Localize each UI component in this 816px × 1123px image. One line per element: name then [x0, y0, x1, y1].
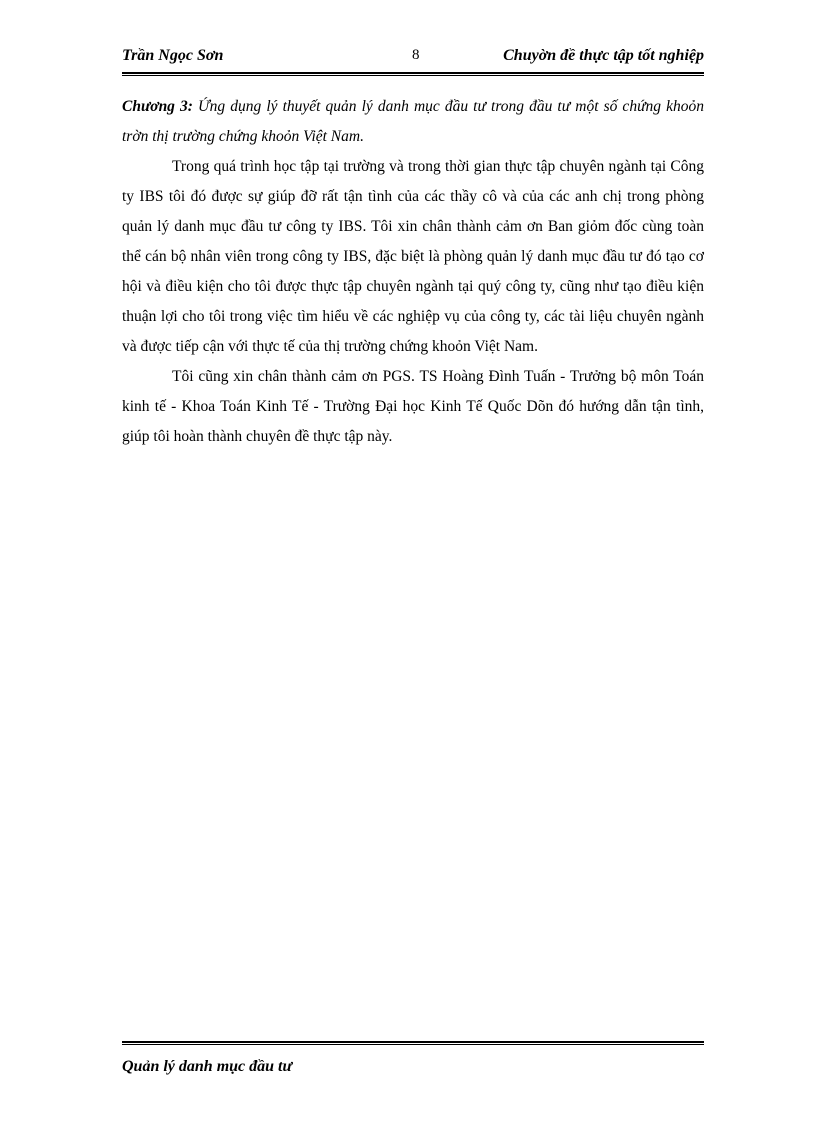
chapter-label: Chương 3: — [122, 98, 193, 115]
document-body — [122, 92, 704, 452]
header-title: Chuyờn đề thực tập tốt nghiệp — [503, 47, 704, 64]
header-divider — [122, 72, 704, 76]
page-footer: Quản lý danh mục đầu tư — [122, 1058, 293, 1075]
header-author: Trần Ngọc Sơn — [122, 47, 224, 64]
paragraph-acknowledgement-2: Tôi cũng xin chân thành cảm ơn PGS. TS Hoàng Đình Tuấn - Trưởng bộ môn Toán kinh tế - Khoa Toán Kinh Tế - Trường Đại học Kinh Tế Quốc Dõn đó hướng dẫn tận tình, giúp tôi hoàn thành chuyên đề thực tập này. — [122, 368, 704, 445]
page-header — [122, 47, 704, 71]
page-number: 8 — [412, 47, 420, 63]
paragraph-acknowledgement-1: Trong quá trình học tập tại trường và trong thời gian thực tập chuyên ngành tại Công ty IBS tôi đó được sự giúp đỡ rất tận tình của các thầy cô và của các anh chị trong phòng quản lý danh mục đầu tư công ty IBS. Tôi xin chân thành cảm ơn Ban giỏm đốc cùng toàn thể cán bộ nhân viên trong công ty IBS, đặc biệt là phòng quản lý danh mục đầu tư đó tạo cơ hội và điều kiện cho tôi được thực tập chuyên ngành tại quý công ty, cũng như tạo điều kiện thuận lợi cho tôi trong việc tìm hiểu về các nghiệp vụ của công ty, các tài liệu chuyên ngành và được tiếp cận với thực tế của thị trường chứng khoỏn Việt Nam. — [122, 158, 704, 355]
chapter-line — [122, 92, 704, 152]
chapter-text: Ứng dụng lý thuyết quản lý danh mục đầu tư trong đầu tư một số chứng khoỏn trờn thị trường chứng khoỏn Việt Nam. — [122, 98, 704, 145]
footer-divider — [122, 1041, 704, 1045]
